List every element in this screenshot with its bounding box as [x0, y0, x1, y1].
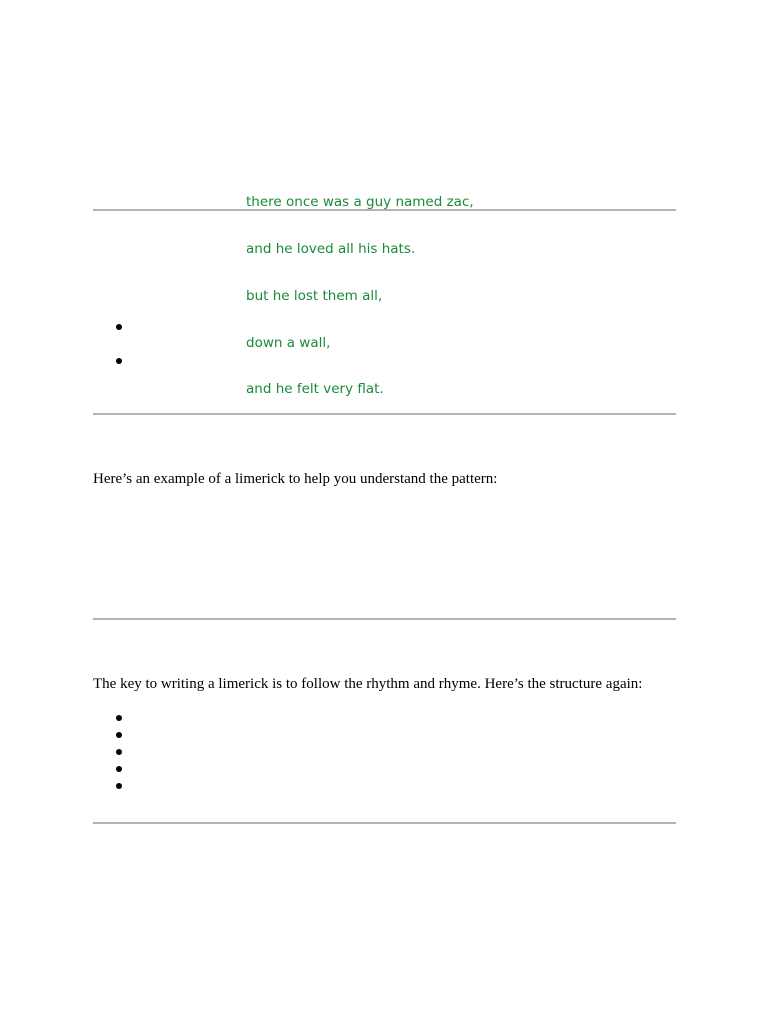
structure-intro-paragraph: The key to writing a limerick is to follow the rhythm and rhyme. Here’s the structure again:: [93, 676, 643, 692]
horizontal-divider: [93, 822, 676, 824]
list-bullet: [116, 358, 122, 364]
list-bullet: [116, 749, 122, 755]
poem-line: but he lost them all,: [246, 287, 383, 304]
poem-line: and he loved all his hats.: [246, 240, 416, 257]
example-intro-paragraph: Here’s an example of a limerick to help you understand the pattern:: [93, 471, 498, 487]
horizontal-divider: [93, 413, 676, 415]
list-bullet: [116, 783, 122, 789]
list-bullet: [116, 324, 122, 330]
poem-line: and he felt very flat.: [246, 381, 384, 398]
horizontal-divider: [93, 209, 676, 211]
list-bullet: [116, 732, 122, 738]
list-bullet: [116, 766, 122, 772]
poem-line: there once was a guy named zac,: [246, 194, 474, 211]
list-bullet: [116, 715, 122, 721]
limerick-poem: [246, 164, 474, 414]
horizontal-divider: [93, 618, 676, 620]
poem-line: down a wall,: [246, 334, 331, 351]
